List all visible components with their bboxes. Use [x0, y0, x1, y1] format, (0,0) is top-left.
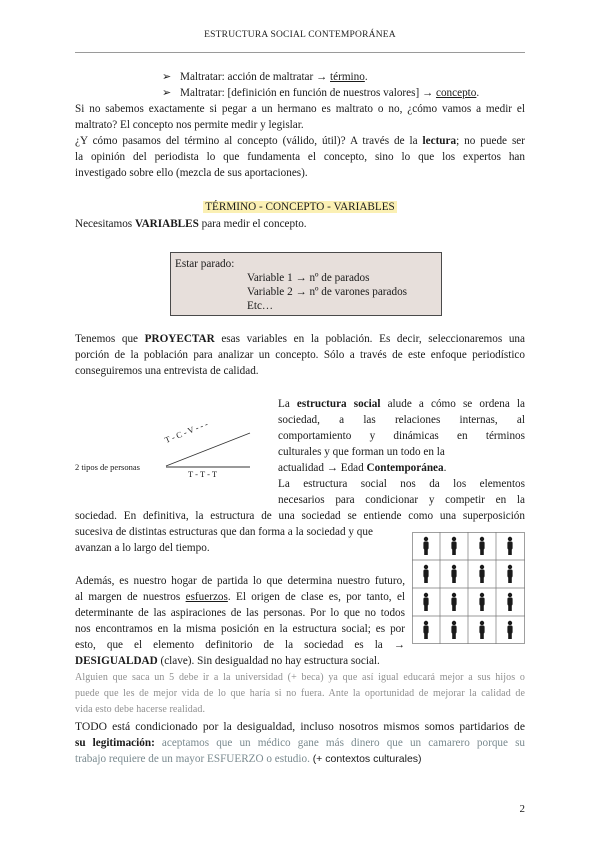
box-label: Estar parado: — [175, 258, 235, 270]
estructura-r3: comportamiento y dinámicas en términos — [278, 430, 525, 442]
ejemplo-l1: Alguien que saca un 5 debe ir a la universidad (+ beca) ya que así igual educará mejor a sus hijos o — [75, 672, 525, 683]
person-icon — [451, 565, 456, 583]
person-icon — [507, 537, 512, 555]
diagram-lower-label: T - T - T — [188, 469, 218, 479]
box-line-3: Etc… — [247, 300, 274, 312]
person-icon — [451, 593, 456, 611]
estructura-r4: culturales y que forman un todo en la — [278, 446, 445, 458]
person-icon — [423, 593, 428, 611]
estructura-r6: La estructura social nos da los elementos — [278, 478, 525, 490]
term-esfuerzos: esfuerzos — [185, 591, 228, 603]
person-icon — [423, 537, 428, 555]
proyectar-line2: porción de la población para analizar un concepto. Sólo a través de este enfoque periodístico — [75, 349, 525, 361]
hogar-l3: determinante de las aspiraciones de las personas. Por lo que no todos — [75, 607, 405, 619]
bullet-concepto: ➢ Maltratar: [definición en función de nuestros valores] → concepto. — [162, 86, 479, 101]
estructura-n1: sucesiva de distintas estructuras que dan forma a la sociedad y que — [75, 526, 373, 538]
people-grid-figure — [412, 532, 525, 644]
hogar-l2: al margen de nuestros esfuerzos. El origen de clase es, por tanto, el — [75, 591, 406, 603]
diagram-side-label: 2 tipos de personas — [75, 462, 140, 472]
arrow-bullet-icon: ➢ — [162, 71, 172, 83]
person-icon — [479, 593, 484, 611]
intro-p1-line1: Si no sabemos exactamente si pegar a un hermano es maltrato o no, ¿cómo vamos a medir el — [75, 103, 525, 115]
intro-p2-line1: ¿Y cómo pasamos del término al concepto (válido, útil)? A través de la lectura; no puede ser — [75, 135, 525, 147]
ejemplo-l2: puede que les de mejor vida de lo que haría si no fuera. Ante la oportunidad de mejorar la calidad de — [75, 688, 525, 699]
estructura-r1: La estructura social alude a cómo se ordena la — [278, 398, 525, 410]
person-icon — [479, 565, 484, 583]
person-icon — [451, 537, 456, 555]
todo-l3: trabajo requiere de un mayor ESFUERZO o estudio. (+ contextos culturales) — [75, 753, 422, 765]
estructura-full1: sociedad. En definitiva, la estructura de una sociedad se entiende como una superposición — [75, 510, 525, 522]
page-number: 2 — [519, 803, 525, 815]
proyectar-line3: conseguiremos una entrevista de calidad. — [75, 365, 259, 377]
person-icon — [451, 621, 456, 639]
estructura-r5: actualidad → Edad Contemporánea. — [278, 462, 447, 474]
person-icon — [507, 593, 512, 611]
arrow-bullet-icon: ➢ — [162, 87, 172, 99]
diagram-upper-label: T - C - V - - - — [163, 418, 210, 445]
intro-p2-line3: investigado sobre ello (mezcla de sus aportaciones). — [75, 167, 308, 179]
intro-p1-line2: maltrato? El concepto nos permite medir y legislar. — [75, 119, 304, 131]
example-box — [170, 252, 442, 316]
estructura-r7: necesarios para condicionar y competir en la — [278, 494, 525, 506]
todo-l2: su legitimación: aceptamos que un médico gane más dinero que un camarero porque su — [75, 737, 526, 749]
section-title: TÉRMINO - CONCEPTO - VARIABLES — [205, 201, 395, 213]
person-icon — [507, 565, 512, 583]
term-concepto: concepto — [436, 87, 477, 99]
proyectar-line1: Tenemos que PROYECTAR esas variables en la población. Es decir, seleccionaremos una — [75, 333, 525, 345]
people-icons — [412, 532, 525, 644]
hogar-l4: nos encontramos en la misma posición en la estructura social; es por — [75, 623, 405, 635]
box-line-2: Variable 2 → nº de varones parados — [247, 286, 408, 298]
person-icon — [423, 621, 428, 639]
bullet-termino: ➢ Maltratar: acción de maltratar → término. — [162, 70, 368, 85]
hogar-l1: Además, es nuestro hogar de partida lo que determina nuestro futuro, — [75, 575, 405, 587]
person-icon — [479, 537, 484, 555]
estructura-n2: avanzan a lo largo del tiempo. — [75, 542, 210, 554]
term-termino: término — [330, 71, 365, 83]
ejemplo-l3: vida esto debe hacerse realidad. — [75, 704, 206, 715]
box-line-1: Variable 1 → nº de parados — [247, 272, 370, 284]
hogar-l6: DESIGUALDAD (clave). Sin desigualdad no hay estructura social. — [75, 655, 380, 667]
estructura-r2: sociedad, a las relaciones internas, al — [278, 414, 525, 426]
header-rule — [75, 52, 525, 53]
variables-line: Necesitamos VARIABLES para medir el concepto. — [75, 218, 307, 230]
person-icon — [507, 621, 512, 639]
todo-l1: TODO está condicionado por la desigualdad, incluso nosotros mismos somos partidarios de — [75, 720, 525, 733]
page-header: ESTRUCTURA SOCIAL CONTEMPORÁNEA — [204, 30, 396, 40]
person-icon — [479, 621, 484, 639]
intro-p2-line2: la opinión del periodista lo que fundamenta el concepto, sino lo que los expertos han — [75, 151, 525, 163]
person-icon — [423, 565, 428, 583]
hogar-l5: esto, que el elemento definitorio de la sociedad es la → — [75, 639, 405, 651]
